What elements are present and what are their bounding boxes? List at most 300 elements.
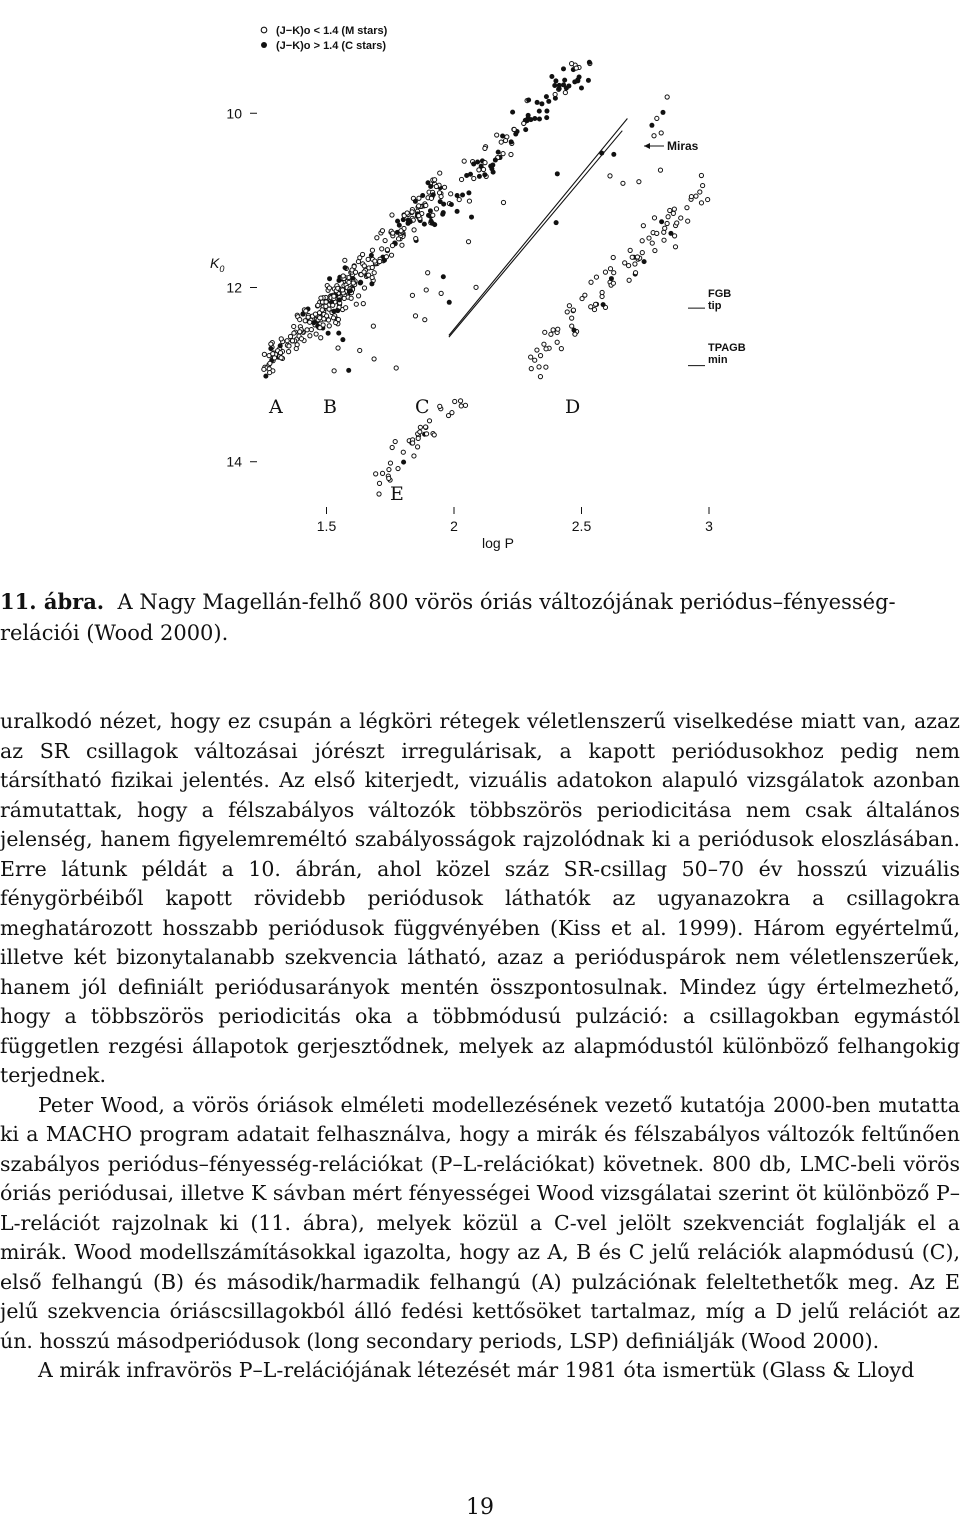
m-star-point <box>380 471 384 475</box>
m-star-point <box>416 436 420 440</box>
c-star-point <box>549 74 554 79</box>
m-star-point <box>351 281 355 285</box>
c-star-point <box>449 202 454 207</box>
m-star-point <box>432 433 436 437</box>
c-star-point <box>268 346 273 351</box>
m-star-point <box>299 337 303 341</box>
sequence-label-a: A <box>269 396 283 418</box>
m-star-point <box>292 324 296 328</box>
c-star-point <box>327 276 332 281</box>
m-star-point <box>529 355 533 359</box>
m-star-point <box>308 334 312 338</box>
c-star-point <box>441 274 446 279</box>
c-star-point <box>455 193 460 198</box>
m-star-point <box>388 461 392 465</box>
m-star-point <box>611 281 615 285</box>
m-star-point <box>413 314 417 318</box>
m-star-point <box>434 184 438 188</box>
m-star-point <box>701 183 705 187</box>
m-star-point <box>543 330 547 334</box>
m-star-point <box>424 288 428 292</box>
c-star-point <box>466 190 471 195</box>
fgb-tip-label: tip <box>708 300 722 312</box>
m-star-point <box>384 255 388 259</box>
c-star-point <box>348 288 353 293</box>
miras-label: Miras <box>667 139 699 153</box>
caption-number: 11. ábra. <box>0 589 105 614</box>
m-star-point <box>593 302 597 306</box>
m-star-point <box>331 303 335 307</box>
c-star-point <box>537 117 542 122</box>
m-star-point <box>689 194 693 198</box>
m-star-point <box>331 316 335 320</box>
m-star-point <box>570 324 574 328</box>
c-star-point <box>557 86 562 91</box>
m-star-point <box>570 62 574 66</box>
m-star-point <box>472 176 476 180</box>
legend-filled-label: (J−K)o > 1.4 (C stars) <box>276 40 387 52</box>
c-star-point <box>544 115 549 120</box>
m-star-point <box>415 445 419 449</box>
m-star-point <box>375 236 379 240</box>
x-axis-label: log P <box>482 535 514 551</box>
c-star-point <box>546 99 551 104</box>
m-star-point <box>459 177 463 181</box>
m-star-point <box>655 231 659 235</box>
m-star-point <box>417 196 421 200</box>
m-star-point <box>262 367 266 371</box>
m-star-point <box>611 255 615 259</box>
m-star-point <box>427 419 431 423</box>
caption-text: A Nagy Magellán-felhő 800 vörös óriás változójának periódus–fényesség-relációi (Wood 2000). <box>0 590 896 645</box>
m-star-point <box>394 366 398 370</box>
m-star-point <box>390 445 394 449</box>
m-star-point <box>439 194 443 198</box>
c-star-point <box>535 100 540 105</box>
m-star-point <box>592 307 596 311</box>
sequence-label-c: C <box>415 396 430 418</box>
m-star-point <box>367 273 371 277</box>
m-star-point <box>665 95 669 99</box>
c-star-point <box>432 222 437 227</box>
m-star-point <box>633 262 637 266</box>
c-star-point <box>431 192 436 197</box>
m-star-point <box>349 296 353 300</box>
y-axis-label: $K_0$ <box>210 255 225 274</box>
m-star-point <box>316 303 320 307</box>
m-star-point <box>698 190 702 194</box>
c-star-point <box>263 374 268 379</box>
m-star-point <box>658 168 662 172</box>
m-star-point <box>647 236 651 240</box>
c-star-point <box>401 460 406 465</box>
m-star-point <box>298 330 302 334</box>
m-star-point <box>463 403 467 407</box>
m-star-point <box>412 454 416 458</box>
m-star-point <box>685 206 689 210</box>
m-star-point <box>559 347 563 351</box>
m-star-point <box>327 324 331 328</box>
c-star-point <box>455 209 460 214</box>
m-star-point <box>417 204 421 208</box>
c-star-point <box>335 308 340 313</box>
m-star-point <box>380 247 384 251</box>
mira-fit-line <box>449 118 628 335</box>
m-star-point <box>650 241 654 245</box>
y-tick-label: 12 <box>226 279 242 296</box>
m-star-point <box>608 267 612 271</box>
m-star-point <box>641 224 645 228</box>
m-star-point <box>580 296 584 300</box>
m-star-point <box>589 305 593 309</box>
m-star-point <box>385 248 389 252</box>
m-star-point <box>327 286 331 290</box>
m-star-point <box>262 352 266 356</box>
m-star-point <box>324 300 328 304</box>
c-star-point <box>447 300 452 305</box>
m-star-point <box>279 356 283 360</box>
m-star-point <box>686 219 690 223</box>
m-star-point <box>370 248 374 252</box>
legend <box>261 25 388 52</box>
m-star-point <box>426 271 430 275</box>
data-points <box>262 60 710 496</box>
m-star-point <box>387 476 391 480</box>
c-star-point <box>346 368 351 373</box>
c-star-point <box>278 343 283 348</box>
c-star-point <box>469 215 474 220</box>
m-star-point <box>372 271 376 275</box>
m-star-point <box>410 293 414 297</box>
m-star-point <box>344 306 348 310</box>
m-star-point <box>319 336 323 340</box>
m-star-point <box>380 229 384 233</box>
miras-arrowhead <box>644 143 650 149</box>
c-star-point <box>553 78 558 83</box>
c-star-point <box>408 219 413 224</box>
m-star-point <box>318 326 322 330</box>
m-star-point <box>653 248 657 252</box>
c-star-point <box>575 78 580 83</box>
m-star-point <box>389 253 393 257</box>
m-star-point <box>533 358 537 362</box>
m-star-point <box>637 180 641 184</box>
m-star-point <box>418 430 422 434</box>
m-star-point <box>603 270 607 274</box>
m-star-point <box>423 318 427 322</box>
page-number: 19 <box>466 1495 494 1520</box>
c-star-point <box>369 281 374 286</box>
m-star-point <box>509 152 513 156</box>
m-star-point <box>459 404 463 408</box>
m-star-point <box>483 146 487 150</box>
m-star-point <box>377 492 381 496</box>
x-tick-label: 1.5 <box>316 518 337 534</box>
m-star-point <box>414 237 418 241</box>
m-star-point <box>418 425 422 429</box>
c-star-point <box>493 158 498 163</box>
m-star-point <box>499 140 503 144</box>
mira-fit-lines <box>449 118 628 337</box>
m-star-point <box>544 347 548 351</box>
m-star-point <box>370 265 374 269</box>
m-star-point <box>393 439 397 443</box>
m-star-point <box>405 211 409 215</box>
sequence-label-b: B <box>323 396 337 418</box>
m-star-point <box>483 161 487 165</box>
m-star-point <box>439 291 443 295</box>
sequence-label-d: D <box>565 396 581 418</box>
m-star-point <box>565 310 569 314</box>
m-star-point <box>362 264 366 268</box>
paragraph-2: Peter Wood, a vörös óriások elméleti modellezésének vezető kutatója 2000-ben mutatta ki a MACHO program adatait felhasználva, hogy a mirák és félszabályos változók feltűnően szabályos periódus–fényesség-relációkat (P–L-relációkat) követnek. 800 db, LMC-beli vörös óriás periódusai, illetve K sávban mért fényességei Wood vizsgálatai szerint öt különböző P–L-relációt rajzolnak ki (11. ábra), melyek közül a C-vel jelölt szekvenciát foglalják el a mirák. Wood modellszámításokkal igazolta, hogy az A, B és C jelű relációk alapmódusú (C), első felhangú (B) és második/harmadik felhangú (A) pulzációnak feleltethetők meg. Az E jelű szekvencia óriáscsillagokból álló fedési kettősöket tartalmaz, míg a D jelű relációt az ún. hosszú másodperiódusok (long secondary periods, LSP) definiálják (Wood 2000). <box>0 1092 960 1353</box>
m-star-point <box>627 278 631 282</box>
c-star-point <box>471 162 476 167</box>
m-star-point <box>332 369 336 373</box>
c-star-point <box>336 278 341 283</box>
c-star-point <box>561 66 566 71</box>
x-tick-label: 2 <box>450 518 458 534</box>
c-star-point <box>668 231 673 236</box>
c-star-point <box>413 199 418 204</box>
m-star-point <box>556 327 560 331</box>
m-star-point <box>623 261 627 265</box>
c-star-point <box>460 193 465 198</box>
m-star-point <box>594 275 598 279</box>
m-star-point <box>374 472 378 476</box>
c-star-point <box>358 280 363 285</box>
m-star-point <box>347 280 351 284</box>
c-star-point <box>523 127 528 132</box>
m-star-point <box>336 346 340 350</box>
m-star-point <box>313 312 317 316</box>
m-star-point <box>366 257 370 261</box>
m-star-point <box>343 258 347 262</box>
c-star-point <box>509 139 514 144</box>
y-tick-label: 10 <box>226 105 242 122</box>
m-star-point <box>574 66 578 70</box>
m-star-point <box>635 255 639 259</box>
m-star-point <box>371 324 375 328</box>
m-star-point <box>287 344 291 348</box>
c-star-point <box>564 86 569 91</box>
m-star-point <box>589 280 593 284</box>
c-star-point <box>659 219 664 224</box>
c-star-point <box>340 337 345 342</box>
m-star-point <box>666 215 670 219</box>
c-star-point <box>477 174 482 179</box>
sequence-label-e: E <box>390 483 404 505</box>
m-star-point <box>272 356 276 360</box>
m-star-point <box>412 228 416 232</box>
c-star-point <box>526 98 531 103</box>
m-star-point <box>706 197 710 201</box>
m-star-point <box>353 270 357 274</box>
m-star-point <box>501 200 505 204</box>
body-text <box>0 707 960 1386</box>
legend-open-label: (J−K)o < 1.4 (M stars) <box>276 25 388 37</box>
m-star-point <box>279 337 283 341</box>
c-star-point <box>337 297 342 302</box>
m-star-point <box>401 450 405 454</box>
m-star-point <box>320 308 324 312</box>
m-star-point <box>356 294 360 298</box>
m-star-point <box>544 365 548 369</box>
m-star-point <box>549 332 553 336</box>
m-star-point <box>294 346 298 350</box>
m-star-point <box>512 127 516 131</box>
c-star-point <box>554 220 559 225</box>
m-star-point <box>400 243 404 247</box>
m-star-point <box>424 432 428 436</box>
m-star-point <box>362 270 366 274</box>
m-star-point <box>673 245 677 249</box>
m-star-point <box>542 342 546 346</box>
m-star-point <box>538 375 542 379</box>
m-star-point <box>431 213 435 217</box>
m-star-point <box>612 271 616 275</box>
m-star-point <box>387 467 391 471</box>
m-star-point <box>303 319 307 323</box>
m-star-point <box>535 348 539 352</box>
paragraph-1: uralkodó nézet, hogy ez csupán a légköri rétegek véletlenszerű viselkedése miatt van, azaz az SR csillagok változásai jórészt irregulárisak, a kapott periódusokhoz pedig nem társítható fizikai jelentés. Az első kiterjedt, vizuális adatokon alapuló vizsgálatok azonban rámutattak, hogy a félszabályos változók többszörös periodicitása nem csak általános jelenség, hanem figyelemreméltó szabályosságok rajzolódnak ki a periódusok eloszlásában. Erre látunk példát a 10. ábrán, ahol közel száz SR-csillag 50–70 év hosszú vizuális fénygörbéiből kapott rövidebb periódusok láthatók az ugyanazokra a csillagokra meghatározott hosszabb periódusok függvényében (Kiss et al. 1999). Három egyértelmű, illetve két bizonytalanabb szekvencia látható, azaz a perióduspárok nem véletlenszerűek, hanem jól definiált periódusarányok mentén összpontosulnak. Mindez úgy értelmezhető, hogy a többszörös periodicitás oka a többmódusú pulzáció: a csillagokban egymástól független rezgési állapotok gerjesztődnek, melyek az alapmódustól különböző felhangokig terjednek. <box>0 709 960 1087</box>
m-star-point <box>378 259 382 263</box>
m-star-point <box>458 399 462 403</box>
m-star-point <box>308 320 312 324</box>
m-star-point <box>675 221 679 225</box>
m-star-point <box>390 243 394 247</box>
m-star-point <box>390 213 394 217</box>
m-star-point <box>563 90 567 94</box>
m-star-point <box>529 367 533 371</box>
m-star-point <box>537 365 541 369</box>
m-star-point <box>314 332 318 336</box>
m-star-point <box>571 308 575 312</box>
m-star-point <box>466 240 470 244</box>
m-star-point <box>679 216 683 220</box>
c-star-point <box>562 78 567 83</box>
m-star-point <box>373 259 377 263</box>
m-star-point <box>652 134 656 138</box>
c-star-point <box>649 123 654 128</box>
m-star-point <box>332 294 336 298</box>
m-star-point <box>467 199 471 203</box>
m-star-point <box>699 173 703 177</box>
m-star-point <box>555 340 559 344</box>
m-star-point <box>551 328 555 332</box>
m-star-point <box>522 121 526 125</box>
c-star-point <box>642 259 647 264</box>
c-star-point <box>336 331 341 336</box>
c-star-point <box>343 265 348 270</box>
fgb-label: FGB <box>708 288 732 300</box>
m-star-point <box>449 192 453 196</box>
m-star-point <box>501 152 505 156</box>
m-star-point <box>438 171 442 175</box>
m-star-point <box>628 248 632 252</box>
m-star-point <box>361 302 365 306</box>
c-star-point <box>482 172 487 177</box>
m-star-point <box>672 207 676 211</box>
m-star-point <box>671 211 675 215</box>
m-star-point <box>304 309 308 313</box>
m-star-point <box>334 320 338 324</box>
paragraph-3: A mirák infravörös P–L-relációjának létezését már 1981 óta ismertük (Glass & Lloyd <box>38 1358 915 1382</box>
c-star-point <box>428 208 433 213</box>
m-star-point <box>462 159 466 163</box>
c-star-point <box>500 133 505 138</box>
m-star-point <box>305 328 309 332</box>
c-star-point <box>587 60 592 65</box>
m-star-point <box>288 334 292 338</box>
m-star-point <box>341 274 345 278</box>
m-star-point <box>360 252 364 256</box>
m-star-point <box>358 348 362 352</box>
m-star-point <box>659 131 663 135</box>
m-star-point <box>318 316 322 320</box>
m-star-point <box>600 290 604 294</box>
m-star-point <box>292 331 296 335</box>
m-star-point <box>640 251 644 255</box>
c-star-point <box>552 83 557 88</box>
m-star-point <box>503 138 507 142</box>
c-star-point <box>422 222 427 227</box>
m-star-point <box>322 317 326 321</box>
m-star-point <box>411 441 415 445</box>
figure-caption <box>0 586 960 649</box>
c-star-point <box>539 101 544 106</box>
m-star-point <box>655 116 659 120</box>
m-star-point <box>271 352 275 356</box>
c-star-point <box>544 109 549 114</box>
m-star-point <box>633 271 637 275</box>
m-star-point <box>287 350 291 354</box>
m-star-point <box>383 238 387 242</box>
period-luminosity-figure <box>200 0 760 560</box>
m-star-point <box>268 370 272 374</box>
m-star-point <box>630 255 634 259</box>
c-star-point <box>537 109 542 114</box>
m-star-point <box>309 328 313 332</box>
c-star-point <box>586 78 591 83</box>
c-star-point <box>611 152 616 157</box>
m-star-point <box>570 316 574 320</box>
c-star-point <box>420 193 425 198</box>
c-star-point <box>526 113 531 118</box>
m-star-point <box>372 357 376 361</box>
m-star-point <box>324 304 328 308</box>
m-star-point <box>290 339 294 343</box>
c-star-point <box>660 110 665 115</box>
c-star-point <box>544 94 549 99</box>
legend-filled-marker <box>261 42 267 48</box>
m-star-point <box>410 210 414 214</box>
m-star-point <box>608 174 612 178</box>
c-star-point <box>579 86 584 91</box>
x-tick-label: 2.5 <box>571 518 592 534</box>
y-tick-label: 14 <box>226 453 242 470</box>
m-star-point <box>453 399 457 403</box>
m-star-point <box>699 201 703 205</box>
m-star-point <box>396 466 400 470</box>
legend-open-marker <box>261 27 267 33</box>
m-star-point <box>567 304 571 308</box>
m-star-point <box>573 332 577 336</box>
m-star-point <box>362 286 366 290</box>
c-star-point <box>479 164 484 169</box>
m-star-point <box>652 216 656 220</box>
m-star-point <box>424 203 428 207</box>
